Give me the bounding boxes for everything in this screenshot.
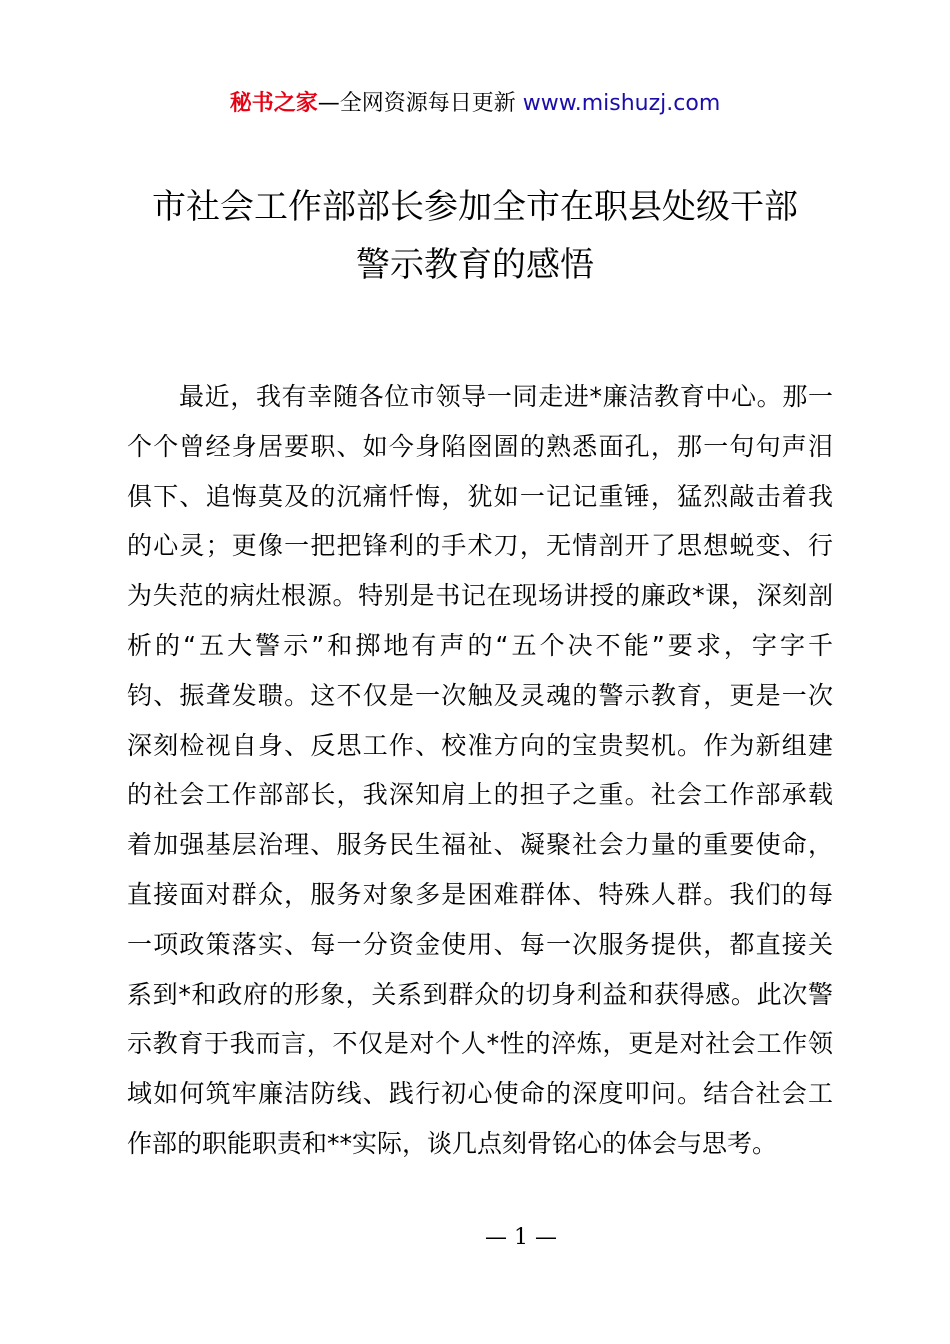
site-brand: 秘书之家 xyxy=(229,91,318,116)
document-title xyxy=(60,182,890,290)
body-line: 析的“五大警示”和掷地有声的“五个决不能”要求，字字千 xyxy=(127,630,833,660)
body-line: 示教育于我而言，不仅是对个人*性的淬炼，更是对社会工作领 xyxy=(127,1029,833,1059)
body-line: 的心灵；更像一把把锋利的手术刀，无情剖开了思想蜕变、行 xyxy=(127,531,833,561)
body-line: 的社会工作部部长，我深知肩上的担子之重。社会工作部承载 xyxy=(127,780,833,810)
body-line: 个个曾经身居要职、如今身陷囹圄的熟悉面孔，那一句句声泪 xyxy=(127,431,833,461)
body-line: 深刻检视自身、反思工作、校准方向的宝贵契机。作为新组建 xyxy=(127,730,833,760)
body-line: 钧、振聋发聩。这不仅是一次触及灵魂的警示教育，更是一次 xyxy=(127,680,833,710)
body-line: 为失范的病灶根源。特别是书记在现场讲授的廉政*课，深刻剖 xyxy=(127,581,833,611)
body-line: 最近，我有幸随各位市领导一同走进*廉洁教育中心。那一 xyxy=(179,382,833,411)
body-paragraph xyxy=(127,372,833,1169)
body-line: 一项政策落实、每一分资金使用、每一次服务提供，都直接关 xyxy=(127,929,833,959)
body-line: 系到*和政府的形象，关系到群众的切身利益和获得感。此次警 xyxy=(127,979,833,1009)
body-line: 俱下、追悔莫及的沉痛忏悔，犹如一记记重锤，猛烈敲击着我 xyxy=(127,481,833,511)
body-line: 着加强基层治理、服务民生福祉、凝聚社会力量的重要使命， xyxy=(127,830,833,860)
site-header xyxy=(0,86,950,122)
body-line: 作部的职能职责和**实际，谈几点刻骨铭心的体会与思考。 xyxy=(127,1128,778,1158)
body-line: 直接面对群众，服务对象多是困难群体、特殊人群。我们的每 xyxy=(127,879,833,909)
site-tagline: —全网资源每日更新 xyxy=(317,91,523,116)
title-line: 警示教育的感悟 xyxy=(356,245,594,285)
page-number: — 1 — xyxy=(485,1225,557,1250)
body-line: 域如何筑牢廉洁防线、践行初心使命的深度叩问。结合社会工 xyxy=(127,1079,833,1109)
site-url-link[interactable]: www.mishuzj.com xyxy=(522,91,721,116)
title-line: 市社会工作部部长参加全市在职县处级干部 xyxy=(152,187,798,227)
